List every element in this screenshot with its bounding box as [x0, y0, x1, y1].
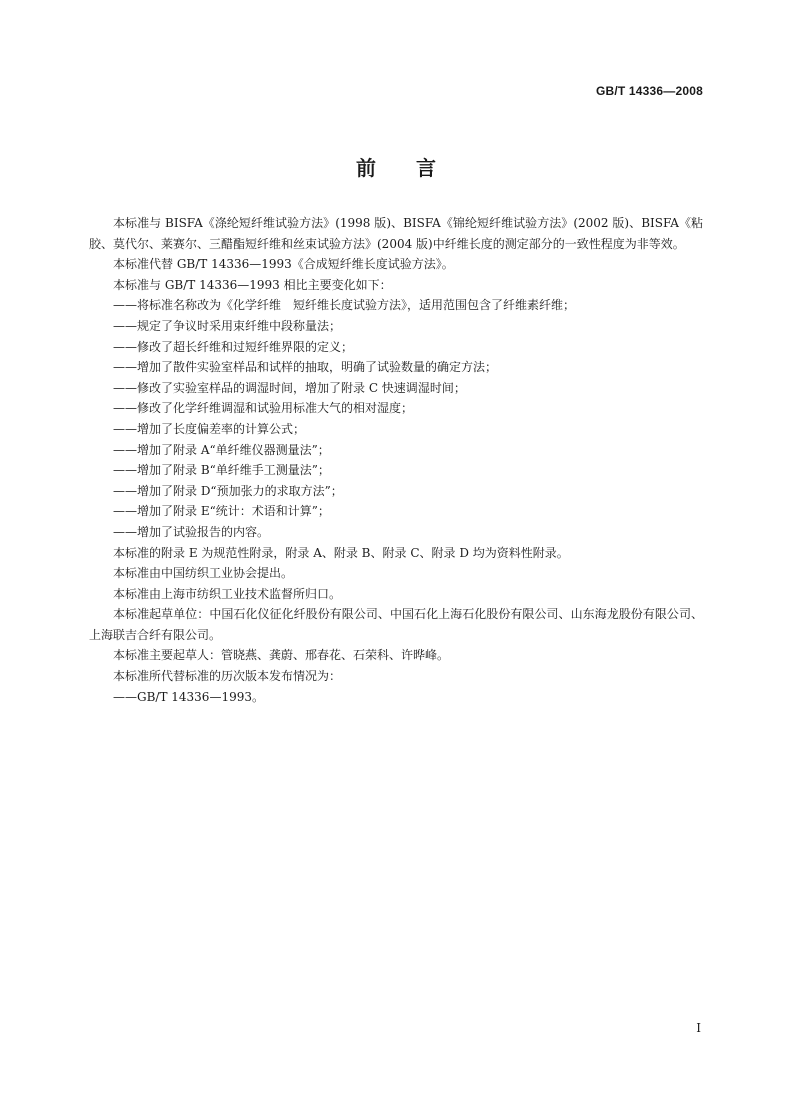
page-title: 前 言 [356, 156, 436, 180]
change-item: ——规定了争议时采用束纤维中段称量法； [113, 318, 342, 333]
change-item: ——修改了化学纤维调湿和试验用标准大气的相对湿度； [113, 401, 414, 416]
page-number: I [696, 1021, 701, 1035]
change-item: ——增加了长度偏差率的计算公式； [113, 421, 306, 436]
paragraph-changes-intro: 本标准与 GB/T 14336—1993 相比主要变化如下： [113, 277, 392, 292]
paragraph-proposed-by: 本标准由中国纺织工业协会提出。 [113, 566, 294, 581]
paragraph-equivalence: 本标准与 BISFA《涤纶短纤维试验方法》(1998 版)、BISFA《锦纶短纤维试验方法》(2002 版)、BISFA《粘胶、莫代尔、莱赛尔、三醋酯短纤维和丝束试验方法》(2004 版)中纤维长度的测定部分的一致性程度为非等效。 [89, 216, 703, 251]
change-item: ——增加了附录 A“单纤维仪器测量法”； [113, 442, 330, 457]
standard-code: GB/T 14336—2008 [595, 84, 703, 98]
paragraph-replaces: 本标准代替 GB/T 14336—1993《合成短纤维长度试验方法》。 [113, 257, 454, 272]
change-item: ——增加了附录 D“预加张力的求取方法”； [113, 483, 343, 498]
change-item: ——修改了实验室样品的调湿时间，增加了附录 C 快速调湿时间； [113, 380, 466, 395]
paragraph-administered-by: 本标准由上海市纺织工业技术监督所归口。 [113, 586, 342, 601]
paragraph-drafters: 本标准主要起草人：管晓燕、龚蔚、邢春花、石荣科、许晔峰。 [113, 648, 450, 663]
change-item: ——增加了散件实验室样品和试样的抽取，明确了试验数量的确定方法； [113, 360, 498, 375]
change-item: ——增加了附录 B“单纤维手工测量法”； [113, 463, 330, 478]
foreword-body [89, 213, 703, 707]
change-item: ——增加了试验报告的内容。 [113, 524, 270, 539]
change-item: ——修改了超长纤维和过短纤维界限的定义； [113, 339, 354, 354]
change-item: ——增加了附录 E“统计：术语和计算”； [113, 504, 330, 519]
history-item: ——GB/T 14336—1993。 [113, 689, 264, 704]
paragraph-history-intro: 本标准所代替标准的历次版本发布情况为： [113, 669, 342, 684]
change-item: ——将标准名称改为《化学纤维 短纤维长度试验方法》，适用范围包含了纤维素纤维； [113, 298, 576, 313]
paragraph-drafting-units: 本标准起草单位：中国石化仪征化纤股份有限公司、中国石化上海石化股份有限公司、山东海龙股份有限公司、上海联吉合纤有限公司。 [89, 607, 703, 642]
paragraph-annexes: 本标准的附录 E 为规范性附录，附录 A、附录 B、附录 C、附录 D 均为资料性附录。 [113, 545, 569, 560]
